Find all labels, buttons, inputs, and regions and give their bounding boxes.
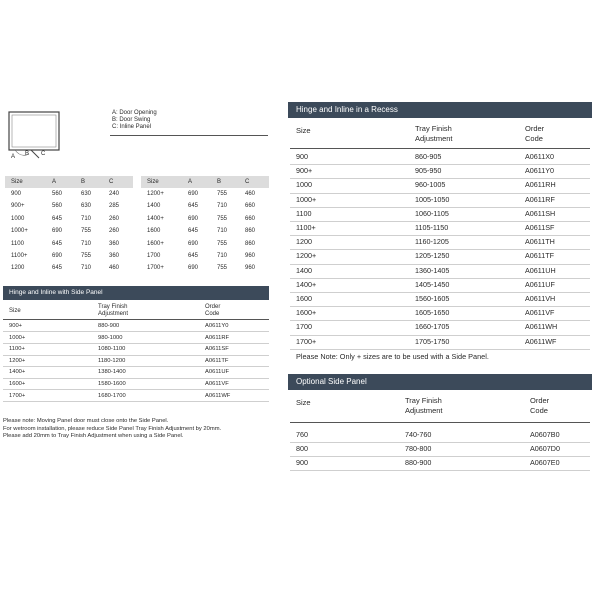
- recess-tray: 1560-1605: [415, 294, 450, 303]
- recess-code: A0611VH: [525, 294, 556, 303]
- dims-a: 645: [52, 215, 63, 222]
- sp-h-code-1: Order: [205, 304, 221, 310]
- recess-row: [290, 320, 590, 335]
- dims-c: 860: [245, 228, 256, 235]
- dims-size: 900: [11, 191, 22, 197]
- dims-c: 240: [109, 191, 120, 197]
- dims-b: 710: [217, 253, 228, 259]
- note-2: For wetroom installation, please reduce Side Panel Tray Finish Adjustment by 20mm.: [3, 425, 222, 432]
- recess-row: [290, 249, 590, 264]
- recess-tray: 1060-1105: [415, 208, 449, 218]
- sp-tray: 1680-1700: [98, 392, 126, 399]
- dims-size: 1000+: [11, 228, 28, 235]
- recess-h-tray-2: Adjustment: [415, 134, 453, 143]
- sp-tray: 880-900: [98, 323, 120, 329]
- dims-h-size: Size: [11, 179, 23, 185]
- optional-row: [290, 428, 590, 443]
- dims-size: 1200+: [147, 191, 164, 197]
- dims-size: 900+: [11, 203, 25, 210]
- dims-size: 1100: [11, 240, 24, 247]
- optional-title: Optional Side Panel: [288, 374, 592, 390]
- recess-h-code-2: Code: [525, 134, 543, 143]
- optional-table: [290, 390, 590, 480]
- sp-size: 900+: [9, 323, 23, 329]
- side-panel-title: Hinge and Inline with Side Panel: [3, 286, 269, 300]
- opt-tray: 880-900: [405, 458, 432, 467]
- side-panel-table: [3, 300, 269, 412]
- recess-code: A0611UH: [525, 265, 556, 275]
- recess-row: [290, 235, 590, 250]
- side-panel-row: [3, 333, 269, 344]
- sp-size: 1200+: [9, 357, 26, 364]
- opt-code: A0607B0: [530, 430, 560, 439]
- side-panel-row: [3, 391, 269, 402]
- recess-size: 1700: [296, 322, 312, 332]
- diagram-label-b: B: [25, 151, 30, 157]
- recess-row: [290, 306, 590, 321]
- recess-tray: 860-905: [415, 152, 442, 161]
- dims-row: [5, 226, 133, 236]
- legend-inline-panel: C: Inline Panel: [112, 124, 152, 130]
- recess-h-size: Size: [296, 126, 311, 135]
- recess-tray: 1360-1405: [415, 265, 450, 275]
- sp-code: A0611WF: [205, 392, 231, 399]
- dimensions-table: [5, 176, 269, 276]
- dims-row: [5, 251, 133, 261]
- opt-h-tray-2: Adjustment: [405, 406, 443, 415]
- recess-row: [290, 178, 590, 193]
- diagram-legend: [112, 110, 157, 131]
- dims-a: 645: [52, 240, 63, 247]
- dims-a: 645: [188, 228, 199, 235]
- sp-tray: 1380-1400: [98, 369, 126, 376]
- recess-size: 1700+: [296, 336, 317, 346]
- recess-code: A0611RH: [525, 180, 556, 190]
- diagram-label-a: A: [11, 154, 16, 160]
- side-panel-row: [3, 344, 269, 355]
- opt-h-size: Size: [296, 398, 311, 407]
- dims-c: 360: [109, 240, 120, 247]
- dims-size: 1200: [11, 265, 25, 272]
- dims-a: 560: [52, 191, 63, 197]
- recess-size: 1100+: [296, 223, 316, 232]
- recess-table: [290, 118, 590, 358]
- recess-row: [290, 150, 590, 165]
- diagram-label-c: C: [41, 151, 46, 157]
- dims-row: [141, 214, 269, 224]
- opt-h-tray-1: Tray Finish: [405, 396, 442, 405]
- recess-tray: 1205-1250: [415, 251, 450, 261]
- dims-b: 755: [81, 253, 92, 259]
- dims-row: [141, 201, 269, 211]
- sp-code: A0611RF: [205, 334, 230, 341]
- dims-row: [141, 239, 269, 249]
- recess-size: 1200+: [296, 251, 317, 261]
- dims-c: 660: [245, 203, 256, 210]
- dims-h-c: C: [245, 179, 250, 185]
- legend-door-opening: A: Door Opening: [112, 110, 157, 116]
- dims-a: 690: [188, 191, 199, 197]
- dims-size: 1400+: [147, 215, 164, 222]
- dims-b: 755: [217, 191, 228, 197]
- dims-a: 560: [52, 203, 63, 210]
- dims-c: 285: [109, 203, 120, 210]
- recess-tray: 1160-1205: [415, 237, 449, 247]
- dims-row: [141, 251, 269, 261]
- recess-code: A0611SH: [525, 208, 556, 218]
- opt-tray: 780-800: [405, 444, 432, 453]
- recess-header-rule: [290, 148, 590, 149]
- optional-row: [290, 442, 590, 457]
- recess-tray: 905-950: [415, 166, 442, 176]
- recess-code: A0611TF: [525, 251, 555, 261]
- dims-row: [141, 263, 269, 273]
- sp-size: 1100+: [9, 346, 25, 353]
- opt-header-rule: [290, 422, 590, 423]
- recess-row: [290, 292, 590, 307]
- dims-b: 710: [217, 228, 228, 235]
- recess-row: [290, 221, 590, 236]
- side-panel-row: [3, 379, 269, 390]
- recess-h-code-1: Order: [525, 124, 545, 133]
- dims-size: 1000: [11, 215, 25, 222]
- recess-size: 1200: [296, 237, 312, 247]
- side-panel-row: [3, 367, 269, 378]
- sp-h-size: Size: [9, 308, 21, 314]
- recess-row: [290, 207, 590, 222]
- dims-a: 645: [188, 253, 199, 259]
- dims-c: 960: [245, 253, 256, 259]
- recess-size: 1100: [296, 208, 312, 218]
- dims-c: 860: [245, 240, 256, 247]
- recess-code: A0611TH: [525, 237, 555, 247]
- recess-tray: 1705-1750: [415, 336, 450, 346]
- dims-c: 960: [245, 265, 256, 272]
- opt-code: A0607E0: [530, 458, 560, 467]
- recess-code: A0611UF: [525, 279, 555, 289]
- dims-h-a: A: [188, 179, 193, 185]
- dims-b: 630: [81, 203, 92, 210]
- dims-c: 260: [109, 228, 120, 235]
- dims-header-right: [141, 176, 269, 188]
- recess-tray: 1605-1650: [415, 308, 450, 318]
- dims-b: 755: [217, 215, 228, 222]
- recess-size: 1600: [296, 294, 312, 303]
- opt-size: 760: [296, 430, 308, 439]
- recess-tray: 1005-1050: [415, 194, 450, 204]
- dims-row: [5, 189, 133, 199]
- sp-tray: 1180-1200: [98, 357, 126, 364]
- dims-b: 755: [81, 228, 92, 235]
- recess-note: Please Note: Only + sizes are to be used with a Side Panel.: [296, 352, 489, 361]
- sp-code: A0611Y0: [205, 323, 229, 329]
- sp-size: 1400+: [9, 369, 26, 376]
- dims-a: 690: [188, 215, 199, 222]
- recess-tray: 960-1005: [415, 180, 446, 190]
- dims-b: 755: [217, 265, 228, 272]
- opt-size: 800: [296, 444, 308, 453]
- sp-size: 1000+: [9, 334, 26, 341]
- sp-h-tray-2: Adjustment: [98, 311, 129, 317]
- sp-h-tray-1: Tray Finish: [98, 304, 128, 310]
- side-panel-row: [3, 321, 269, 332]
- sp-size: 1600+: [9, 381, 26, 387]
- sp-code: A0611VF: [205, 381, 229, 387]
- opt-tray: 740-760: [405, 430, 432, 439]
- dims-a: 690: [188, 265, 199, 272]
- recess-row: [290, 164, 590, 179]
- sp-code: A0611UF: [205, 369, 230, 376]
- dims-row: [5, 201, 133, 211]
- sp-code: A0611SF: [205, 346, 229, 353]
- optional-row: [290, 456, 590, 471]
- sp-h-code-2: Code: [205, 311, 220, 317]
- dims-header-left: [5, 176, 133, 188]
- recess-title: Hinge and Inline in a Recess: [288, 102, 592, 118]
- side-panel-notes: [3, 418, 221, 441]
- dims-row: [5, 263, 133, 273]
- sp-header-rule: [3, 319, 269, 320]
- recess-tray: 1660-1705: [415, 322, 450, 332]
- side-panel-row: [3, 356, 269, 367]
- sp-tray: 980-1000: [98, 334, 123, 341]
- dims-a: 690: [52, 253, 63, 259]
- dims-row: [141, 189, 269, 199]
- dims-row: [5, 214, 133, 224]
- recess-code: A0611SF: [525, 223, 555, 232]
- dims-size: 1100+: [11, 253, 28, 259]
- recess-size: 1000: [296, 180, 312, 190]
- sp-tray: 1580-1600: [98, 381, 126, 387]
- opt-h-code-2: Code: [530, 406, 548, 415]
- recess-code: A0611WH: [525, 322, 558, 332]
- recess-tray: 1105-1150: [415, 223, 449, 232]
- recess-row: [290, 193, 590, 208]
- dims-a: 690: [52, 228, 63, 235]
- recess-code: A0611WF: [525, 336, 557, 346]
- recess-size: 1400: [296, 265, 312, 275]
- dims-c: 660: [245, 215, 256, 222]
- opt-h-code-1: Order: [530, 396, 550, 405]
- recess-size: 1000+: [296, 194, 317, 204]
- note-1: Please note: Moving Panel door must close onto the Side Panel.: [3, 418, 169, 424]
- recess-code: A0611VF: [525, 308, 555, 318]
- recess-code: A0611X0: [525, 152, 555, 161]
- dims-c: 460: [109, 265, 120, 272]
- dims-b: 630: [81, 191, 92, 197]
- dims-h-size: Size: [147, 179, 159, 185]
- dims-a: 645: [52, 265, 63, 272]
- dims-h-b: B: [217, 179, 222, 185]
- dims-b: 755: [217, 240, 228, 247]
- recess-code: A0611RF: [525, 194, 555, 204]
- sp-tray: 1080-1100: [98, 346, 126, 353]
- recess-row: [290, 278, 590, 293]
- dims-row: [141, 226, 269, 236]
- dims-row: [5, 239, 133, 249]
- recess-tray: 1405-1450: [415, 279, 450, 289]
- recess-size: 1400+: [296, 279, 317, 289]
- dims-size: 1600: [147, 228, 161, 235]
- legend-divider: [110, 135, 268, 136]
- recess-size: 900: [296, 152, 308, 161]
- dims-h-a: A: [52, 179, 57, 185]
- dims-size: 1600+: [147, 240, 164, 247]
- dims-c: 360: [109, 253, 120, 259]
- sp-code: A0611TF: [205, 357, 229, 364]
- legend-door-swing: B: Door Swing: [112, 117, 151, 123]
- dims-h-c: C: [109, 179, 114, 185]
- recess-row: [290, 264, 590, 279]
- dims-b: 710: [81, 240, 92, 247]
- dims-size: 1700: [147, 253, 161, 259]
- dims-c: 460: [245, 191, 256, 197]
- dims-b: 710: [81, 265, 92, 272]
- dims-size: 1700+: [147, 265, 164, 272]
- opt-size: 900: [296, 458, 308, 467]
- dims-c: 260: [109, 215, 120, 222]
- dims-b: 710: [81, 215, 92, 222]
- recess-code: A0611Y0: [525, 166, 555, 176]
- recess-size: 1600+: [296, 308, 317, 318]
- dims-size: 1400: [147, 203, 161, 210]
- dims-b: 710: [217, 203, 228, 210]
- dims-h-b: B: [81, 179, 86, 185]
- dims-a: 645: [188, 203, 199, 210]
- sp-size: 1700+: [9, 392, 26, 399]
- dims-a: 690: [188, 240, 199, 247]
- recess-row: [290, 335, 590, 350]
- recess-h-tray-1: Tray Finish: [415, 124, 452, 133]
- opt-code: A0607D0: [530, 444, 560, 453]
- note-3: Please add 20mm to Tray Finish Adjustment when using a Side Panel.: [3, 433, 184, 439]
- recess-size: 900+: [296, 166, 313, 176]
